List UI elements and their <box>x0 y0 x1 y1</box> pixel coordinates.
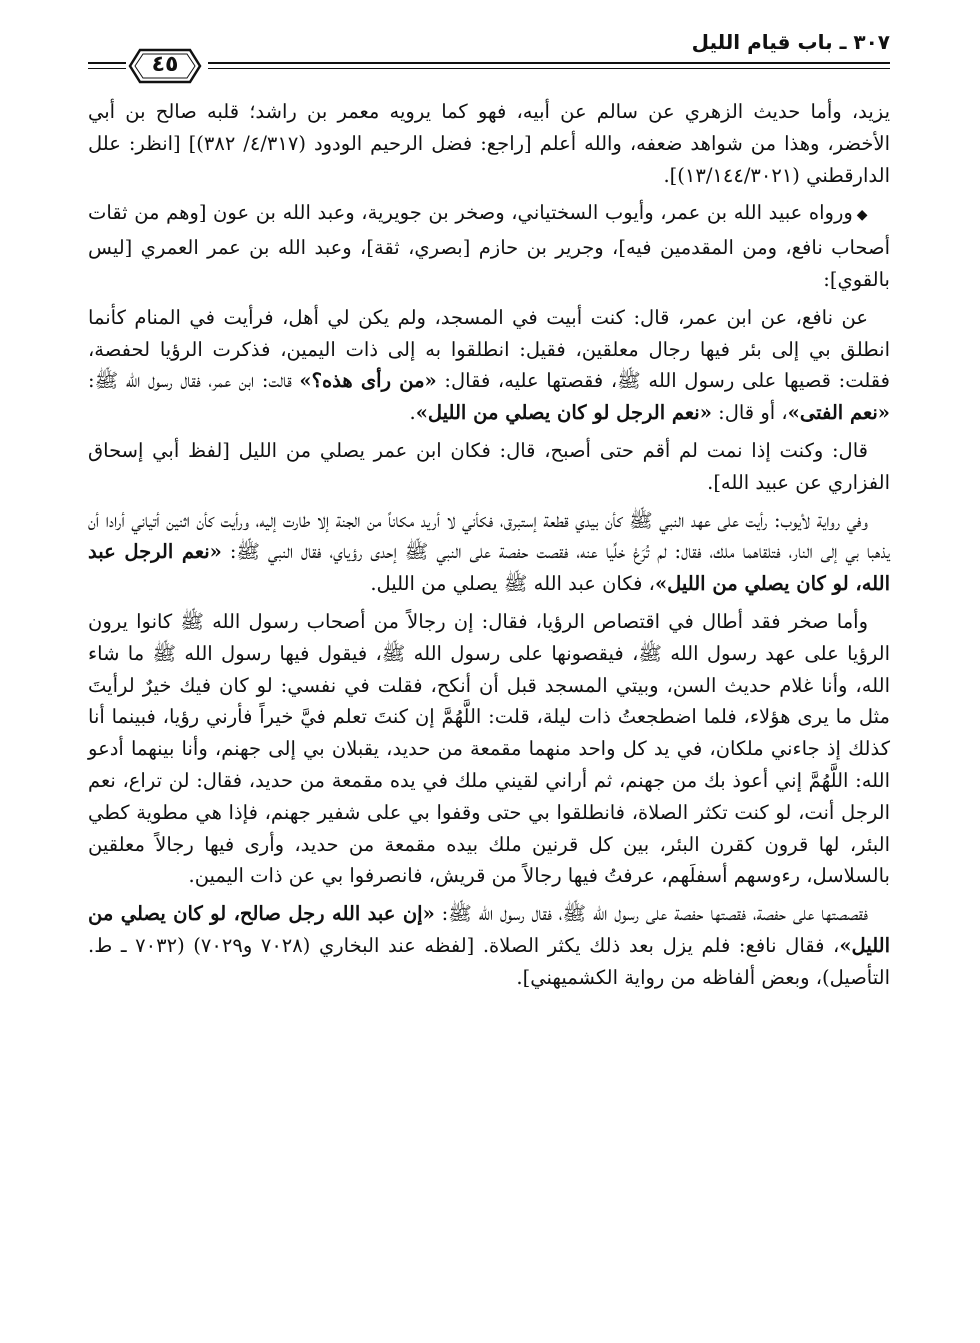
page-number: ٤٥ <box>151 52 179 77</box>
text-run: عن نافع، عن ابن عمر، قال: كنت أبيت في المسجد، ولم يكن لي أهل، فرأيت في المنام كأنما انطلق بي إلى بئر فيها رجال معلقين، فقيل: انطلقوا به إلى ذات اليمين، فذكرت الرؤيا لحفصة، فقلت: قصيها على رسول الله ﷺ، فقصتها عليه، فقال: <box>88 305 890 393</box>
header-rule-left <box>88 62 126 64</box>
header-rule-left-thin <box>88 68 126 69</box>
text-run: ، فقال نافع: فلم يزل بعد ذلك يكثر الصلاة. [لفظه عند البخاري (٧٠٢٨ و٧٠٢٩) (٧٠٣٢ ـ ط. التأصيل)، وبعض ألفاظه من رواية الكشميهني]. <box>88 933 890 989</box>
paragraph-p7 <box>88 898 890 993</box>
chapter-title: ٣٠٧ ـ باب قيام الليل <box>691 30 890 54</box>
hadith-quote: «من رأى هذه؟» <box>299 369 437 393</box>
paragraph-p3 <box>88 302 890 429</box>
hadith-quote: «نعم الرجل لو كان يصلي من الليل» <box>415 401 712 425</box>
page-number-badge <box>128 48 202 84</box>
page-header <box>88 28 890 92</box>
text-run: قالت: ابن عمر، فقال رسول الله ﷺ: <box>88 369 300 393</box>
text-run: قال: وكنت إذا نمت لم أقم حتى أصبح، قال: فكان ابن عمر يصلي من الليل [لفظ أبي إسحاق الفزاري عن عبيد الله]. <box>88 438 890 494</box>
text-run: ، أو قال: <box>711 401 788 425</box>
header-rule <box>208 62 890 64</box>
page-body <box>88 96 890 1000</box>
paragraph-p4 <box>88 435 890 499</box>
paragraph-p1 <box>88 96 890 191</box>
paragraph-p6 <box>88 606 890 892</box>
text-run: وأما صخر فقد أطال في اقتصاص الرؤيا، فقال: إن رجالاً من أصحاب رسول الله ﷺ كانوا يرون الرؤيا على عهد رسول الله ﷺ، فيقصونها على رسول الله ﷺ، فيقول فيها رسول الله ﷺ ما شاء الله، وأنا غلام حديث السن، وبيتي المسجد قبل أن أنكح، فقلت في نفسي: لو كان فيك خيرٌ لرأيتَ مثل ما يرى هؤلاء، فلما اضطجعتُ ذات ليلة، قلت: اللَّهُمَّ إن كنتَ تعلم فيَّ خيراً فأرني رؤيا، فبينما أنا كذلك إذ جاءني ملكان، في يد كل واحد منهما مقمعة من حديد، يقبلان بي إلى جهنم، وأنا بينهما أدعو الله: اللَّهُمَّ إني أعوذ بك من جهنم، ثم أراني لقيني ملك في يده مقمعة من حديد، فقال: لن تراع، نعم الرجل أنت، لو كنت تكثر الصلاة، فانطلقوا بي حتى وقفوا بي على شفير جهنم، فإذا هي مطوية كطي البئر، لها قرون كقرن البئر، بين كل قرنين ملك بيده مقمعة من حديد، وأرى فيها رجالاً معلقين بالسلاسل، رءوسهم أسفلَهم، عرفتُ فيها رجالاً من قريش، فانصرفوا بي عن ذات اليمين. <box>88 609 890 888</box>
text-run: . <box>409 401 416 425</box>
hadith-quote: «نعم الفتى» <box>787 401 890 425</box>
paragraph-p2 <box>88 197 890 295</box>
text-run: وفي رواية لأيوب: رأيت على عهد النبي ﷺ كأن بيدي قطعة إستبرق، فكأني لا أريد مكاناً من الجنة إلا طارت إليه، ورأيت كأن اثنين أتياني أرادا أن يذهبا بي إلى النار، فتلقاهما ملك، فقال: لم تُرَعْ خلِّيا عنه، فقصت حفصة على النبي ﷺ إحدى رؤياي، فقال النبي ﷺ: <box>88 508 890 564</box>
text-run: ورواه عبيد الله بن عمر، وأيوب السختياني، وصخر بن جويرية، وعبد الله بن عون [وهم من ثقات أصحاب نافع، ومن المقدمين فيه]، وجرير بن حازم [بصري، ثقة]، وعبد الله بن عمر العمري [ليس بالقوي]: <box>88 201 890 291</box>
text-run: ، فكان عبد الله ﷺ يصلي من الليل. <box>370 572 655 596</box>
text-run: فقصصتها على حفصة، فقصتها حفصة على رسول الله ﷺ، فقال رسول الله ﷺ: <box>434 902 869 926</box>
paragraph-p5 <box>88 505 890 600</box>
hadith-quote: «نعم الرجل عبد الله، لو كان يصلي من الليل» <box>88 540 890 596</box>
hadith-quote: «إن عبد الله رجل صالح، لو كان يصلي من الليل» <box>88 902 891 957</box>
header-rule-thin <box>208 68 890 69</box>
paragraph-marker-icon: ◆ <box>856 207 868 224</box>
text-run: يزيد، وأما حديث الزهري عن سالم عن أبيه، فهو كما يرويه معمر بن راشد؛ قلبه صالح بن أبي الأخضر، وهذا من شواهد ضعفه، والله أعلم [راجع: فضل الرحيم الودود (٤/٣١٧/ ٣٨٢)] [انظر: علل الدارقطني (١٣/١٤٤/٣٠٢١)]. <box>88 100 890 187</box>
